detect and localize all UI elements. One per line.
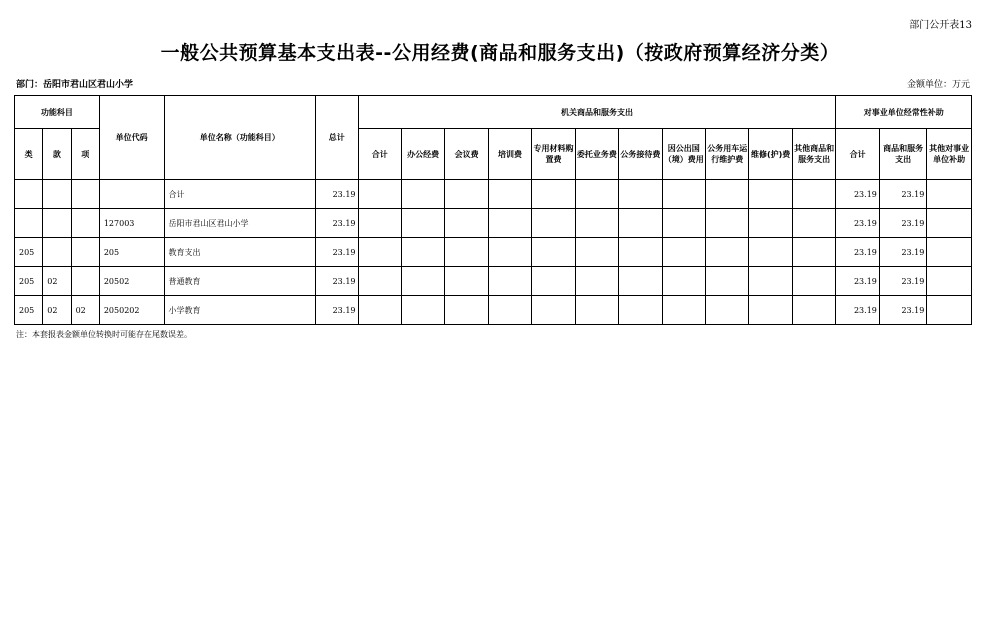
cell-agency-expense xyxy=(488,267,531,296)
cell-total: 23.19 xyxy=(316,296,358,325)
cell-agency-expense xyxy=(401,238,444,267)
cell-agency-expense xyxy=(619,267,662,296)
cell-agency-expense xyxy=(749,296,792,325)
header-meeting-expense: 会议费 xyxy=(445,129,488,180)
cell-agency-expense xyxy=(706,267,749,296)
header-entrusted-business: 委托业务费 xyxy=(575,129,618,180)
header-other-goods-services: 其他商品和服务支出 xyxy=(792,129,836,180)
cell-agency-expense xyxy=(532,209,575,238)
cell-unit-name: 普通教育 xyxy=(164,267,316,296)
header-vehicle-maintenance: 公务用车运行维护费 xyxy=(706,129,749,180)
header-a-subtotal: 合计 xyxy=(358,129,401,180)
header-lei: 类 xyxy=(15,129,43,180)
header-group-subsidy: 对事业单位经常性补助 xyxy=(836,96,972,129)
cell-agency-expense xyxy=(532,296,575,325)
cell-total: 23.19 xyxy=(316,209,358,238)
amount-unit-label: 金额单位：万元 xyxy=(906,80,970,90)
cell-unit-name: 合计 xyxy=(164,180,316,209)
cell-subsidy-goods: 23.19 xyxy=(879,296,926,325)
header-group-agency-goods-services: 机关商品和服务支出 xyxy=(358,96,836,129)
cell-subsidy-total: 23.19 xyxy=(836,180,879,209)
cell-subsidy-other xyxy=(927,180,972,209)
cell-subsidy-total: 23.19 xyxy=(836,296,879,325)
cell-agency-expense xyxy=(488,180,531,209)
cell-agency-expense xyxy=(662,296,705,325)
header-b-subtotal: 合计 xyxy=(836,129,879,180)
cell-unit-name: 小学教育 xyxy=(164,296,316,325)
cell-agency-expense xyxy=(445,180,488,209)
cell-unit-code xyxy=(99,180,164,209)
cell-agency-expense xyxy=(706,180,749,209)
cell-subsidy-other xyxy=(927,296,972,325)
header-repair: 维修(护)费 xyxy=(749,129,792,180)
department-label: 部门：岳阳市君山区君山小学 xyxy=(16,80,134,90)
header-unit-code: 单位代码 xyxy=(99,96,164,180)
cell-agency-expense xyxy=(358,180,401,209)
cell-total: 23.19 xyxy=(316,238,358,267)
cell-agency-expense xyxy=(706,209,749,238)
cell-agency-expense xyxy=(792,296,836,325)
table-row xyxy=(15,238,972,267)
cell-agency-expense xyxy=(488,296,531,325)
cell-unit-code: 20502 xyxy=(99,267,164,296)
cell-lei xyxy=(15,180,43,209)
cell-subsidy-other xyxy=(927,267,972,296)
page-title: 一般公共预算基本支出表--公用经费(商品和服务支出)（按政府预算经济分类） xyxy=(160,42,840,64)
expenditure-table xyxy=(14,95,972,325)
cell-agency-expense xyxy=(532,238,575,267)
cell-agency-expense xyxy=(749,180,792,209)
cell-unit-name: 岳阳市君山区君山小学 xyxy=(164,209,316,238)
cell-xiang: 02 xyxy=(71,296,99,325)
cell-unit-code: 127003 xyxy=(99,209,164,238)
cell-total: 23.19 xyxy=(316,267,358,296)
cell-kuan xyxy=(43,238,71,267)
cell-agency-expense xyxy=(792,209,836,238)
table-row xyxy=(15,209,972,238)
cell-agency-expense xyxy=(401,296,444,325)
cell-agency-expense xyxy=(575,267,618,296)
cell-subsidy-goods: 23.19 xyxy=(879,209,926,238)
cell-agency-expense xyxy=(749,238,792,267)
cell-unit-name: 教育支出 xyxy=(164,238,316,267)
cell-agency-expense xyxy=(358,267,401,296)
cell-agency-expense xyxy=(662,267,705,296)
cell-kuan xyxy=(43,180,71,209)
cell-agency-expense xyxy=(358,238,401,267)
cell-agency-expense xyxy=(662,180,705,209)
cell-lei: 205 xyxy=(15,267,43,296)
header-total: 总计 xyxy=(316,96,358,180)
cell-agency-expense xyxy=(662,209,705,238)
header-kuan: 款 xyxy=(43,129,71,180)
cell-agency-expense xyxy=(445,267,488,296)
cell-agency-expense xyxy=(749,267,792,296)
cell-kuan xyxy=(43,209,71,238)
header-func-subject: 功能科目 xyxy=(15,96,100,129)
header-overseas-travel: 因公出国（境）费用 xyxy=(662,129,705,180)
cell-agency-expense xyxy=(445,209,488,238)
cell-agency-expense xyxy=(532,180,575,209)
cell-agency-expense xyxy=(706,296,749,325)
cell-subsidy-total: 23.19 xyxy=(836,238,879,267)
cell-agency-expense xyxy=(619,180,662,209)
header-office-expense: 办公经费 xyxy=(401,129,444,180)
table-row xyxy=(15,296,972,325)
cell-agency-expense xyxy=(749,209,792,238)
cell-lei: 205 xyxy=(15,238,43,267)
cell-kuan: 02 xyxy=(43,267,71,296)
cell-agency-expense xyxy=(619,296,662,325)
cell-agency-expense xyxy=(358,296,401,325)
header-b-other-subsidy: 其他对事业单位补助 xyxy=(927,129,972,180)
cell-lei xyxy=(15,209,43,238)
header-official-reception: 公务接待费 xyxy=(619,129,662,180)
cell-agency-expense xyxy=(575,296,618,325)
cell-agency-expense xyxy=(575,180,618,209)
cell-agency-expense xyxy=(488,209,531,238)
cell-agency-expense xyxy=(575,238,618,267)
cell-subsidy-goods: 23.19 xyxy=(879,238,926,267)
cell-subsidy-other xyxy=(927,238,972,267)
footnote: 注：本套报表金额单位转换时可能存在尾数误差。 xyxy=(16,330,192,339)
cell-agency-expense xyxy=(662,238,705,267)
cell-agency-expense xyxy=(792,180,836,209)
cell-agency-expense xyxy=(575,209,618,238)
header-special-materials: 专用材料购置费 xyxy=(532,129,575,180)
header-xiang: 项 xyxy=(71,129,99,180)
cell-agency-expense xyxy=(619,209,662,238)
cell-agency-expense xyxy=(401,180,444,209)
cell-xiang xyxy=(71,209,99,238)
table-row xyxy=(15,180,972,209)
cell-agency-expense xyxy=(488,238,531,267)
cell-subsidy-total: 23.19 xyxy=(836,267,879,296)
cell-agency-expense xyxy=(401,267,444,296)
header-b-goods-services: 商品和服务支出 xyxy=(879,129,926,180)
cell-subsidy-total: 23.19 xyxy=(836,209,879,238)
header-unit-name: 单位名称（功能科目） xyxy=(164,96,316,180)
table-body xyxy=(15,180,972,325)
header-training-expense: 培训费 xyxy=(488,129,531,180)
cell-agency-expense xyxy=(792,267,836,296)
cell-total: 23.19 xyxy=(316,180,358,209)
cell-agency-expense xyxy=(358,209,401,238)
cell-xiang xyxy=(71,238,99,267)
cell-agency-expense xyxy=(792,238,836,267)
cell-subsidy-goods: 23.19 xyxy=(879,267,926,296)
cell-agency-expense xyxy=(445,238,488,267)
cell-subsidy-other xyxy=(927,209,972,238)
cell-agency-expense xyxy=(445,296,488,325)
table-number-label: 部门公开表13 xyxy=(909,20,972,31)
cell-lei: 205 xyxy=(15,296,43,325)
cell-kuan: 02 xyxy=(43,296,71,325)
cell-agency-expense xyxy=(532,267,575,296)
cell-unit-code: 205 xyxy=(99,238,164,267)
cell-agency-expense xyxy=(706,238,749,267)
cell-agency-expense xyxy=(619,238,662,267)
cell-agency-expense xyxy=(401,209,444,238)
table-row xyxy=(15,267,972,296)
cell-unit-code: 2050202 xyxy=(99,296,164,325)
cell-xiang xyxy=(71,180,99,209)
cell-xiang xyxy=(71,267,99,296)
cell-subsidy-goods: 23.19 xyxy=(879,180,926,209)
